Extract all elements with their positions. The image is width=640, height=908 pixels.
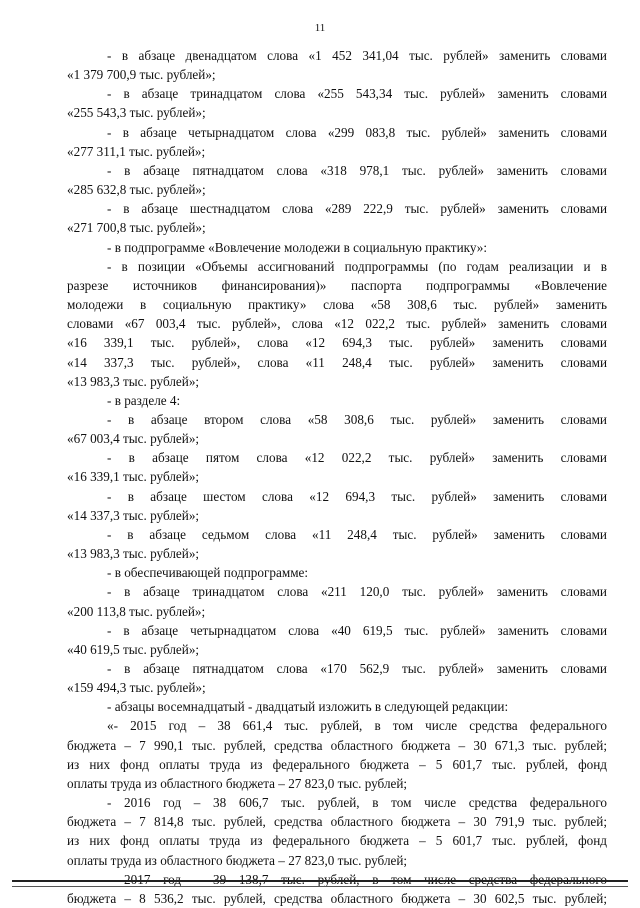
text-line: - в позиции «Объемы ассигнований подпрограммы (по годам реализации и в (107, 258, 607, 274)
text-line: - в абзаце шестом слова «12 694,3 тыс. рублей» заменить словами (107, 488, 607, 504)
text-line: «16 339,1 тыс. рублей», слова «12 694,3 тыс. рублей» заменить словами (67, 335, 607, 351)
text-line: «16 339,1 тыс. рублей»; (67, 469, 200, 485)
text-line: «- 2015 год – 38 661,4 тыс. рублей, в том числе средства федерального (107, 718, 607, 734)
text-line: - в абзаце седьмом слова «11 248,4 тыс. рублей» заменить словами (107, 526, 607, 542)
text-line: - в абзаце пятнадцатом слова «318 978,1 тыс. рублей» заменить словами (107, 162, 607, 178)
bottom-border-line (12, 880, 628, 882)
text-line: «159 494,3 тыс. рублей»; (67, 680, 206, 696)
text-line: из них фонд оплаты труда из федерального бюджета – 5 601,7 тыс. рублей, фонд (67, 756, 607, 772)
text-line: - в абзаце четырнадцатом слова «40 619,5 тыс. рублей» заменить словами (107, 622, 607, 638)
text-line: разрезе источников финансирования)» паспорта подпрограммы «Вовлечение (67, 277, 607, 293)
document-body (67, 46, 607, 908)
text-line: бюджета – 8 536,2 тыс. рублей, средства областного бюджета – 30 602,5 тыс. рублей; (67, 890, 607, 906)
text-line: - 2016 год – 38 606,7 тыс. рублей, в том числе средства федерального (107, 795, 607, 811)
text-line: «285 632,8 тыс. рублей»; (67, 182, 206, 198)
text-line: «14 337,3 тыс. рублей»; (67, 507, 200, 523)
page-number: 11 (314, 22, 326, 34)
text-line: «200 113,8 тыс. рублей»; (67, 603, 206, 619)
text-line: - в абзаце шестнадцатом слова «289 222,9 тыс. рублей» заменить словами (107, 201, 607, 217)
text-line: «1 379 700,9 тыс. рублей»; (67, 67, 216, 83)
bottom-border-line-secondary (12, 886, 628, 887)
text-line: «13 983,3 тыс. рублей»; (67, 546, 200, 562)
text-line: из них фонд оплаты труда из федерального бюджета – 5 601,7 тыс. рублей, фонд (67, 833, 607, 849)
text-line: - в разделе 4: (107, 392, 181, 408)
text-line: «40 619,5 тыс. рублей»; (67, 641, 200, 657)
text-line: - в абзаце тринадцатом слова «255 543,34 тыс. рублей» заменить словами (107, 86, 607, 102)
text-line: словами «67 003,4 тыс. рублей», слова «12 022,2 тыс. рублей» заменить словами (67, 316, 607, 332)
text-line: - в абзаце пятнадцатом слова «170 562,9 тыс. рублей» заменить словами (107, 661, 607, 676)
text-line: - в подпрограмме «Вовлечение молодежи в социальную практику»: (107, 239, 488, 255)
text-line: оплаты труда из областного бюджета – 27 823,0 тыс. рублей; (67, 775, 408, 791)
text-line: «277 311,1 тыс. рублей»; (67, 143, 206, 159)
text-line: - абзацы восемнадцатый - двадцатый изложить в следующей редакции: (107, 699, 509, 715)
text-line: «271 700,8 тыс. рублей»; (67, 220, 206, 236)
text-line: «13 983,3 тыс. рублей»; (67, 373, 200, 389)
text-line: оплаты труда из областного бюджета – 27 823,0 тыс. рублей; (67, 852, 408, 868)
text-line: - в абзаце тринадцатом слова «211 120,0 тыс. рублей» заменить словами (107, 584, 607, 600)
text-line: «14 337,3 тыс. рублей», слова «11 248,4 тыс. рублей» заменить словами (67, 354, 607, 370)
text-line: «255 543,3 тыс. рублей»; (67, 105, 206, 121)
text-line: - в абзаце втором слова «58 308,6 тыс. рублей» заменить словами (107, 411, 607, 427)
text-line: - в абзаце четырнадцатом слова «299 083,8 тыс. рублей» заменить словами (107, 124, 607, 140)
text-line: «67 003,4 тыс. рублей»; (67, 431, 200, 447)
text-line: бюджета – 7 814,8 тыс. рублей, средства областного бюджета – 30 791,9 тыс. рублей; (67, 814, 607, 830)
text-line: - в абзаце двенадцатом слова «1 452 341,04 тыс. рублей» заменить словами (107, 48, 607, 63)
text-line: бюджета – 7 990,1 тыс. рублей, средства областного бюджета – 30 671,3 тыс. рублей; (67, 737, 607, 753)
text-line: молодежи в социальную практику» слова «58 308,6 тыс. рублей» заменить (67, 297, 607, 313)
text-line: - в обеспечивающей подпрограмме: (107, 565, 309, 581)
text-line: - в абзаце пятом слова «12 022,2 тыс. рублей» заменить словами (107, 450, 607, 466)
